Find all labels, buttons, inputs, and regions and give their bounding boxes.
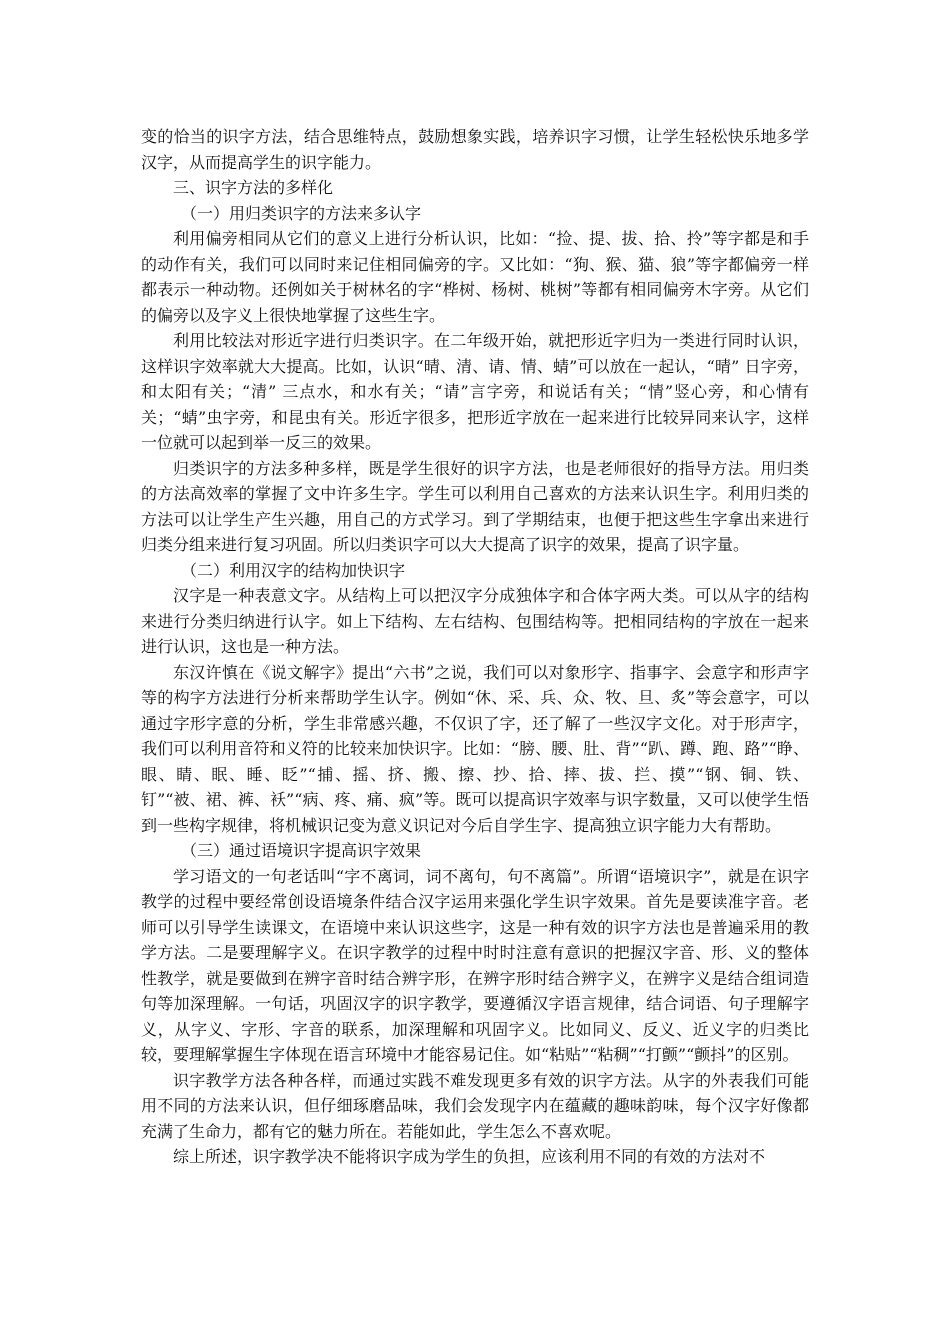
paragraph-last: 综上所述，识字教学决不能将识字成为学生的负担，应该利用不同的有效的方法对不: [173, 1147, 766, 1166]
document-page: [141, 124, 809, 1170]
paragraph: 利用比较法对形近字进行归类识字。在二年级开始，就把形近字归为一类进行同时认识，这样识字效率就大大提高。比如，认识“晴、清、请、情、蜻”可以放在一起认，“晴” 日字旁，和太阳有关；“清” 三点水，和水有关；“请”言字旁，和说话有关；“情”竖心旁，和心情有关；“蜻”虫字旁，和昆虫有关。形近字很多，把形近字放在一起来进行比较异同来认字，这样一位就可以起到举一反三的效果。: [141, 331, 809, 452]
paragraph: 利用偏旁相同从它们的意义上进行分析认识，比如：“捡、提、拔、拾、拎”等字都是和手的动作有关，我们可以同时来记住相同偏旁的字。又比如：“狗、猴、猫、狼”等字都偏旁一样都表示一种动物。还例如关于树林名的字“桦树、杨树、桃树”等都有相同偏旁木字旁。从它们的偏旁以及字义上很快地掌握了这些生字。: [141, 229, 809, 325]
subsection-heading-2: （二）利用汉字的结构加快识字: [181, 560, 406, 580]
paragraph: 归类识字的方法多种多样，既是学生很好的识字方法，也是老师很好的指导方法。用归类的方法高效率的掌握了文中许多生字。学生可以利用自己喜欢的方法来认识生字。利用归类的方法可以让学生产生兴趣，用自己的方式学习。到了学期结束，也便于把这些生字拿出来进行归类分组来进行复习巩固。所以归类识字可以大大提高了识字的效果，提高了识字量。: [141, 458, 809, 554]
paragraph: 学习语文的一句老话叫“字不离词，词不离句，句不离篇”。所谓“语境识字”，就是在识字教学的过程中要经常创设语境条件结合汉字运用来强化学生识字效果。首先是要读准字音。老师可以引导学生读课文，在语境中来认识这些字，这是一种有效的识字方法也是普遍采用的教学方法。二是要理解字义。在识字教学的过程中时时注意有意识的把握汉字音、形、义的整体性教学，就是要做到在辨字音时结合辨字形，在辨字形时结合辨字义，在辨字义是结合组词造句等加深理解。一句话，巩固汉字的识字教学，要遵循汉字语言规律，结合词语、句子理解字义，从字义、字形、字音的联系，加深理解和巩固字义。比如同义、反义、近义字的归类比较，要理解掌握生字体现在语言环境中才能容易记住。如“粘贴”“粘稠”“打颤”“颤抖”的区别。: [141, 866, 809, 1064]
paragraph: 东汉许慎在《说文解字》提出“六书”之说，我们可以对象形字、指事字、会意字和形声字等的构字方法进行分析来帮助学生认字。例如“休、采、兵、众、牧、旦、炙”等会意字，可以通过字形字意的分析，学生非常感兴趣，不仅识了字，还了解了一些汉字文化。对于形声字，我们可以利用音符和义符的比较来加快识字。比如：“膀、腰、肚、背”“趴、蹲、跑、路”“睁、眼、睛、眠、睡、眨”“捕、摇、挤、搬、擦、抄、拾、摔、拔、拦、摸”“钢、铜、铁、钉”“被、裙、裤、袄”“病、疼、痛、疯”等。既可以提高识字效率与识字数量，又可以使学生悟到一些构字规律，将机械识记变为意义识记对今后自学生字、提高独立识字能力大有帮助。: [141, 662, 809, 835]
subsection-heading-3: （三）通过语境识字提高识字效果: [181, 841, 422, 860]
paragraph: 汉字是一种表意文字。从结构上可以把汉字分成独体字和合体字两大类。可以从字的结构来进行分类归纳进行认字。如上下结构、左右结构、包围结构等。把相同结构的字放在一起来进行认识，这也是一种方法。: [141, 586, 809, 656]
paragraph: 识字教学方法各种各样，而通过实践不难发现更多有效的识字方法。从字的外表我们可能用不同的方法来认识，但仔细琢磨品味，我们会发现字内在蕴藏的趣味韵味，每个汉字好像都充满了生命力，都有它的魅力所在。若能如此，学生怎么不喜欢呢。: [141, 1070, 809, 1141]
paragraph-continued: 变的恰当的识字方法，结合思维特点，鼓励想象实践，培养识字习惯，让学生轻松快乐地多学汉字，从而提高学生的识字能力。: [141, 127, 809, 172]
subsection-heading-1: （一）用归类识字的方法来多认字: [181, 203, 422, 223]
section-heading: 三、识字方法的多样化: [173, 178, 334, 197]
